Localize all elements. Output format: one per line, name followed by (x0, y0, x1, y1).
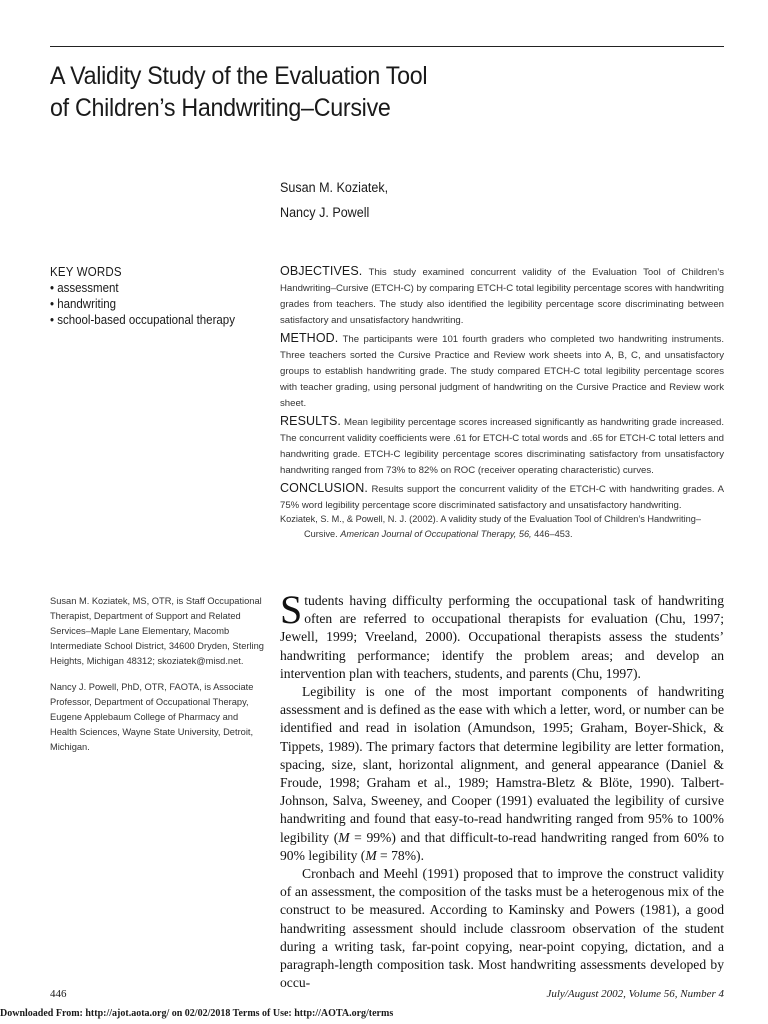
citation-block (280, 512, 724, 542)
mean-symbol: M (338, 829, 350, 845)
results-text: Mean legibility percentage scores increased significantly as handwriting grade increased. The concurrent validity coefficients were .61 for ETCH-C total words and .65 for ETCH-C total letters and handwriting grade. ETCH-C legibility percentage scores discriminating satisfactory from unsatisfactory handwriting ranged from 73% to 82% on ROC (receiver operating characteristic) curves. (280, 417, 725, 476)
keyword-item: • school-based occupational therapy (50, 313, 235, 327)
citation-text: Koziatek, S. M., & Powell, N. J. (2002). A validity study of the Evaluation Tool of Children’s Handwriting–Cursive. (280, 514, 701, 539)
p1-text: tudents having difficulty performing the occupational task of handwriting often are referred to occupational therapists for evaluation (Chu, 1997; Jewell, 1999; Vreeland, 2000). Occupational therapists assess the students’ handwriting performance; identify the problem areas; and develop an intervention plan with teachers, students, and parents (Chu, 1997). (280, 593, 724, 681)
citation-pages: 446–453. (534, 529, 573, 539)
header-rule (50, 46, 724, 47)
conclusion-text: Results support the concurrent validity of the ETCH-C with handwriting grades. A 75% word legibility percentage score discriminated satisfactory and unsatisfactory handwriting. (280, 484, 724, 511)
body-paragraph-1 (280, 587, 724, 683)
objectives-text: This study examined concurrent validity of the Evaluation Tool of Children’s Handwriting–Cursive (ETCH-C) by comparing ETCH-C total legibility percentage scores with handwriting grades from teachers. The study also identified the legibility percentage score discriminating between satisfactory and unsatisfactory handwriting. (280, 267, 724, 326)
author-affiliations (50, 594, 266, 766)
download-notice: Downloaded From: http://ajot.aota.org/ on 02/02/2018 Terms of Use: http://AOTA.org/terms (0, 1008, 394, 1019)
p2-text-b: = 99%) and that difficult-to-read handwriting ranged from 60% to 90% legibility ( (280, 829, 724, 863)
body-paragraph-3: Cronbach and Meehl (1991) proposed that to improve the construct validity of an assessment, the composition of the tasks must be a heterogenous mix of the construct to be measured. According to Kaminsky and Powers (1981), a good handwriting assessment should include classroom observation of the student during a writing task, far-point copying, near-point copying, dictation, and a paragraph-length composition task. Most handwriting assessments developed by occu- (280, 866, 724, 991)
affiliation-1: Susan M. Koziatek, MS, OTR, is Staff Occupational Therapist, Department of Support and Related Services–Maple Lane Elementary, Macomb Intermediate School District, 34600 Dryden, Sterling Heights, Michigan 48312; skoziatek@misd.net. (50, 596, 264, 666)
title-line-2: of Children’s Handwriting–Cursive (50, 94, 391, 122)
keywords-block (50, 264, 252, 328)
author-2: Nancy J. Powell (280, 205, 370, 220)
drop-cap: S (280, 587, 303, 632)
method-text: The participants were 101 fourth graders who completed two handwriting instruments. Three teachers sorted the Cursive Practice and Review work sheets into A, B, C, and unsatisfactory groups to establish handwriting grade. The study compared ETCH-C total legibility percentage scores with teacher grading, using personal judgment of handwriting on the Cursive Practice and Review work sheet. (280, 334, 724, 409)
title-line-1: A Validity Study of the Evaluation Tool (50, 62, 428, 90)
abstract-method (280, 330, 724, 412)
body-paragraph-2 (280, 683, 724, 865)
citation-journal: American Journal of Occupational Therapy, 56, (340, 529, 532, 539)
journal-issue: July/August 2002, Volume 56, Number 4 (546, 988, 724, 1000)
mean-symbol: M (365, 847, 377, 863)
keyword-item: • handwriting (50, 297, 117, 311)
abstract-conclusion (280, 480, 724, 514)
page-number: 446 (50, 988, 67, 1000)
author-list (280, 175, 388, 225)
keyword-item: • assessment (50, 281, 119, 295)
abstract-results (280, 413, 724, 479)
p2-text-c: = 78%). (376, 847, 424, 863)
method-label: METHOD. (280, 331, 339, 345)
author-1: Susan M. Koziatek, (280, 180, 389, 195)
abstract (280, 263, 724, 515)
abstract-objectives (280, 263, 724, 329)
keywords-heading: KEY WORDS (50, 265, 122, 279)
article-title (50, 60, 627, 124)
affiliation-2: Nancy J. Powell, PhD, OTR, FAOTA, is Associate Professor, Department of Occupational Therapy, Eugene Applebaum College of Pharmacy and Health Sciences, Wayne State University, Detroit, Michigan. (50, 682, 254, 752)
citation (280, 512, 724, 542)
objectives-label: OBJECTIVES. (280, 264, 363, 278)
p2-text-a: Legibility is one of the most important components of handwriting assessment and is defined as the ease with which a letter, word, or number can be identified and read in isolation (Amundson, 1995; Graham, Boyer-Shick, & Tippets, 1989). The primary factors that determine legibility are letter formation, spacing, size, slant, horizontal alignment, and general appearance (Daniel & Froude, 1998; Graham et al., 1989; Hamstra-Bletz & Blöte, 1990). Talbert-Johnson, Salva, Sweeney, and Cooper (1991) evaluated the legibility of cursive handwriting and found that easy-to-read handwriting ranged from 95% to 100% legibility ( (280, 684, 724, 845)
article-body (280, 587, 724, 992)
results-label: RESULTS. (280, 414, 341, 428)
conclusion-label: CONCLUSION. (280, 481, 368, 495)
